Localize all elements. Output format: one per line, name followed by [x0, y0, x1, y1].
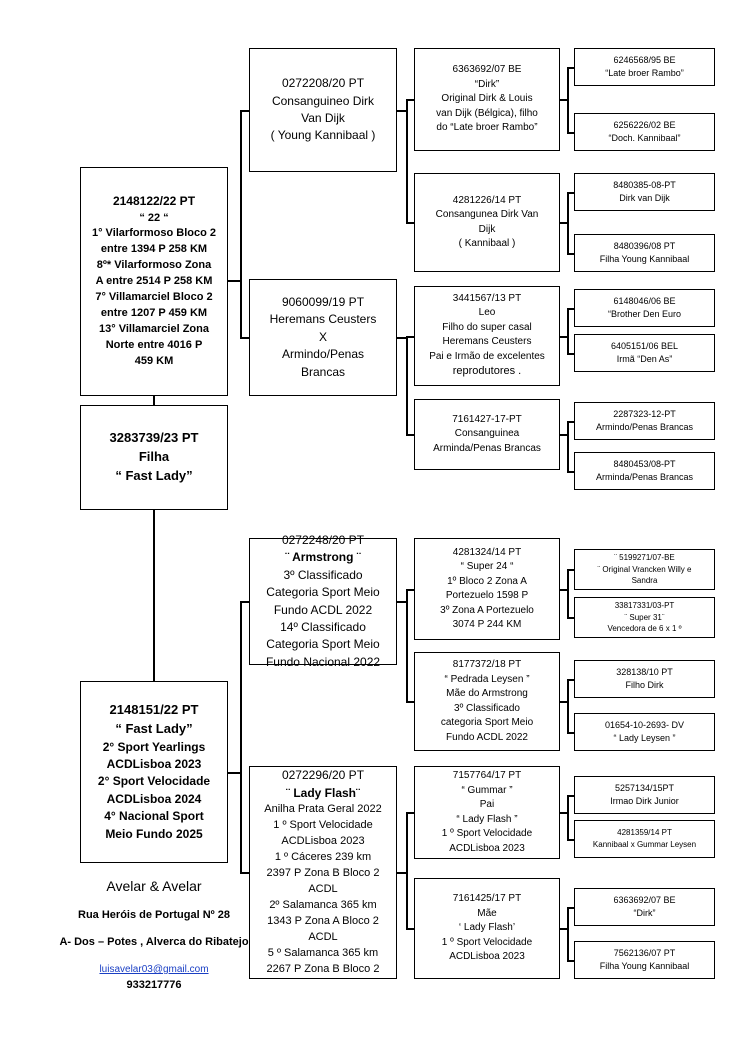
gen4-box-12: 01654-10-2693- DV “ Lady Leysen ”	[574, 713, 715, 751]
connector-g3-4-to-g4-7	[567, 421, 574, 423]
connector-g3-2-out	[560, 222, 567, 224]
connector-dam-out	[228, 772, 240, 774]
connector-g2d-to-g3-7	[406, 812, 414, 814]
connector-g3-1-to-g4-2	[567, 132, 574, 134]
connector-g3-3-to-g4-5	[567, 308, 574, 310]
gen3-box-5: 4281324/14 PT “ Super 24 “ 1º Bloco 2 Zona A Portezuelo 1598 P 3º Zona A Portezuelo 3074 P 244 KM	[414, 538, 560, 640]
phone-number: 933217776	[126, 979, 182, 991]
connector-g2a-bus	[406, 99, 408, 223]
connector-g3-8-to-g4-15	[567, 907, 574, 909]
connector-g3-5-to-g4-10	[567, 617, 574, 619]
connector-g2c-out	[397, 601, 406, 603]
connector-g2a-to-g3-2	[406, 222, 414, 224]
gen4-box-13: 5257134/15PT Irmao Dirk Junior	[574, 776, 715, 814]
gen4-box-4: 8480396/08 PT Filha Young Kannibaal	[574, 234, 715, 272]
connector-g3-5-bus	[567, 569, 569, 617]
connector-dam-bus	[240, 601, 242, 872]
connector-g3-1-out	[560, 99, 567, 101]
gen4-box-5: 6148046/06 BE “Brother Den Euro	[574, 289, 715, 327]
connector-sire-to-g2a	[240, 110, 249, 112]
connector-g3-8-out	[560, 928, 567, 930]
connector-sire-bus	[240, 110, 242, 338]
gen3-box-6: 8177372/18 PT “ Pedrada Leysen ” Mãe do Armstrong 3º Classificado categoria Sport Meio Fundo ACDL 2022	[414, 652, 560, 751]
gen2-box-dam-sire: 0272248/20 PT ¨ Armstrong ¨ 3º Classificado Categoria Sport Meio Fundo ACDL 2022 14º Classificado Categoria Sport Meio Fundo Nacional 2022	[249, 538, 397, 665]
connector-g2a-out	[397, 110, 406, 112]
connector-g3-7-to-g4-14	[567, 839, 574, 841]
connector-subject-sire	[153, 396, 155, 405]
gen3-box-4: 7161427-17-PT Consanguinea Arminda/Penas Brancas	[414, 399, 560, 470]
gen2-box-sire-dam: 9060099/19 PT Heremans Ceusters X Armindo/Penas Brancas	[249, 279, 397, 396]
gen4-box-14: 4281359/14 PT Kannibaal x Gummar Leysen	[574, 820, 715, 858]
connector-g3-7-bus	[567, 795, 569, 839]
gen2-box-dam-dam: 0272296/20 PT ¨ Lady Flash¨ Anilha Prata Geral 2022 1 º Sport Velocidade ACDLisboa 2023 1 º Cáceres 239 km 2397 P Zona B Bloco 2 ACDL 2º Salamanca 365 km 1343 P Zona A Bloco 2 ACDL 5 º Salamanca 365 km 2267 P Zona B Bloco 2	[249, 766, 397, 979]
gen4-box-2: 6256226/02 BE “Doch. Kannibaal”	[574, 113, 715, 151]
connector-g3-3-to-g4-6	[567, 353, 574, 355]
connector-sire-to-g2b	[240, 337, 249, 339]
connector-g3-3-out	[560, 336, 567, 338]
email-link[interactable]: luisavelar03@gmail.com	[99, 964, 209, 975]
gen4-box-16: 7562136/07 PT Filha Young Kannibaal	[574, 941, 715, 979]
gen2-box-sire-sire: 0272208/20 PT Consanguineo Dirk Van Dijk ( Young Kannibaal )	[249, 48, 397, 172]
connector-subject-dam	[153, 510, 155, 681]
gen3-box-2: 4281226/14 PT Consangunea Dirk Van Dijk ( Kannibaal )	[414, 173, 560, 272]
gen4-box-6: 6405151/06 BEL Irmã “Den As”	[574, 334, 715, 372]
connector-dam-to-g2c	[240, 601, 249, 603]
connector-g2c-to-g3-5	[406, 589, 414, 591]
gen3-box-8: 7161425/17 PT Mãe ‘ Lady Flash’ 1 º Sport Velocidade ACDLisboa 2023	[414, 878, 560, 979]
connector-g2b-bus	[406, 336, 408, 435]
connector-g3-7-out	[560, 812, 567, 814]
connector-g2c-to-g3-6	[406, 701, 414, 703]
gen3-box-3: 3441567/13 PT Leo Filho do super casal Heremans Ceusters Pai e Irmão de excelentes reprodutores .	[414, 286, 560, 386]
connector-g2b-to-g3-4	[406, 434, 414, 436]
gen4-box-3: 8480385-08-PT Dirk van Dijk	[574, 173, 715, 211]
connector-g2d-out	[397, 872, 406, 874]
connector-g2b-out	[397, 337, 406, 339]
gen4-box-9: ¨ 5199271/07-BE ¨ Original Vrancken Willy e Sandra	[574, 549, 715, 590]
connector-g3-8-to-g4-16	[567, 960, 574, 962]
connector-dam-to-g2d	[240, 872, 249, 874]
gen3-box-7: 7157764/17 PT “ Gummar ” Pai “ Lady Flash ” 1 º Sport Velocidade ACDLisboa 2023	[414, 766, 560, 859]
connector-g3-2-to-g4-3	[567, 192, 574, 194]
address-line-2: A- Dos – Potes , Alverca do Ribatejo	[59, 935, 249, 948]
gen4-box-8: 8480453/08-PT Arminda/Penas Brancas	[574, 452, 715, 490]
connector-g3-6-to-g4-12	[567, 732, 574, 734]
connector-g2b-to-g3-3	[406, 336, 414, 338]
address-line-1: Rua Heróis de Portugal Nº 28	[78, 909, 230, 921]
gen4-box-15: 6363692/07 BE “Dirk”	[574, 888, 715, 926]
connector-g3-4-to-g4-8	[567, 471, 574, 473]
connector-g3-6-out	[560, 701, 567, 703]
connector-g3-5-out	[560, 589, 567, 591]
connector-sire-out	[228, 280, 240, 282]
connector-g3-1-to-g4-1	[567, 67, 574, 69]
gen4-box-10: 33817331/03-PT ¨ Super 31¨ Vencedora de 6 x 1 º	[574, 597, 715, 638]
connector-g2c-bus	[406, 589, 408, 702]
connector-g3-2-bus	[567, 192, 569, 253]
connector-g3-2-to-g4-4	[567, 253, 574, 255]
owner-name: Avelar & Avelar	[106, 878, 202, 894]
connector-g2d-to-g3-8	[406, 928, 414, 930]
connector-g3-7-to-g4-13	[567, 795, 574, 797]
connector-g3-4-bus	[567, 421, 569, 471]
connector-g3-6-to-g4-11	[567, 679, 574, 681]
subject-box: 3283739/23 PT Filha “ Fast Lady”	[80, 405, 228, 510]
connector-g3-1-bus	[567, 67, 569, 132]
connector-g3-6-bus	[567, 679, 569, 732]
connector-g2d-bus	[406, 812, 408, 929]
connector-g3-3-bus	[567, 308, 569, 353]
gen3-box-1: 6363692/07 BE “Dirk” Original Dirk & Louis van Dijk (Bélgica), filho do “Late broer Rambo”	[414, 48, 560, 151]
gen1-box-dam: 2148151/22 PT “ Fast Lady” 2° Sport Yearlings ACDLisboa 2023 2° Sport Velocidade ACDLisboa 2024 4° Nacional Sport Meio Fundo 2025	[80, 681, 228, 863]
gen4-box-7: 2287323-12-PT Armindo/Penas Brancas	[574, 402, 715, 440]
gen4-box-11: 328138/10 PT Filho Dirk	[574, 660, 715, 698]
connector-g3-8-bus	[567, 907, 569, 960]
connector-g2a-to-g3-1	[406, 99, 414, 101]
gen1-box-sire: 2148122/22 PT “ 22 “ 1° Vilarformoso Bloco 2 entre 1394 P 258 KM 8º* Vilarformoso Zona A entre 2514 P 258 KM 7° Villamarciel Bloco 2 entre 1207 P 459 KM 13° Villamarciel Zona Norte entre 4016 P 459 KM	[80, 167, 228, 396]
footer-block	[40, 876, 268, 994]
connector-g3-5-to-g4-9	[567, 569, 574, 571]
gen4-box-1: 6246568/95 BE “Late broer Rambo”	[574, 48, 715, 86]
connector-g3-4-out	[560, 434, 567, 436]
